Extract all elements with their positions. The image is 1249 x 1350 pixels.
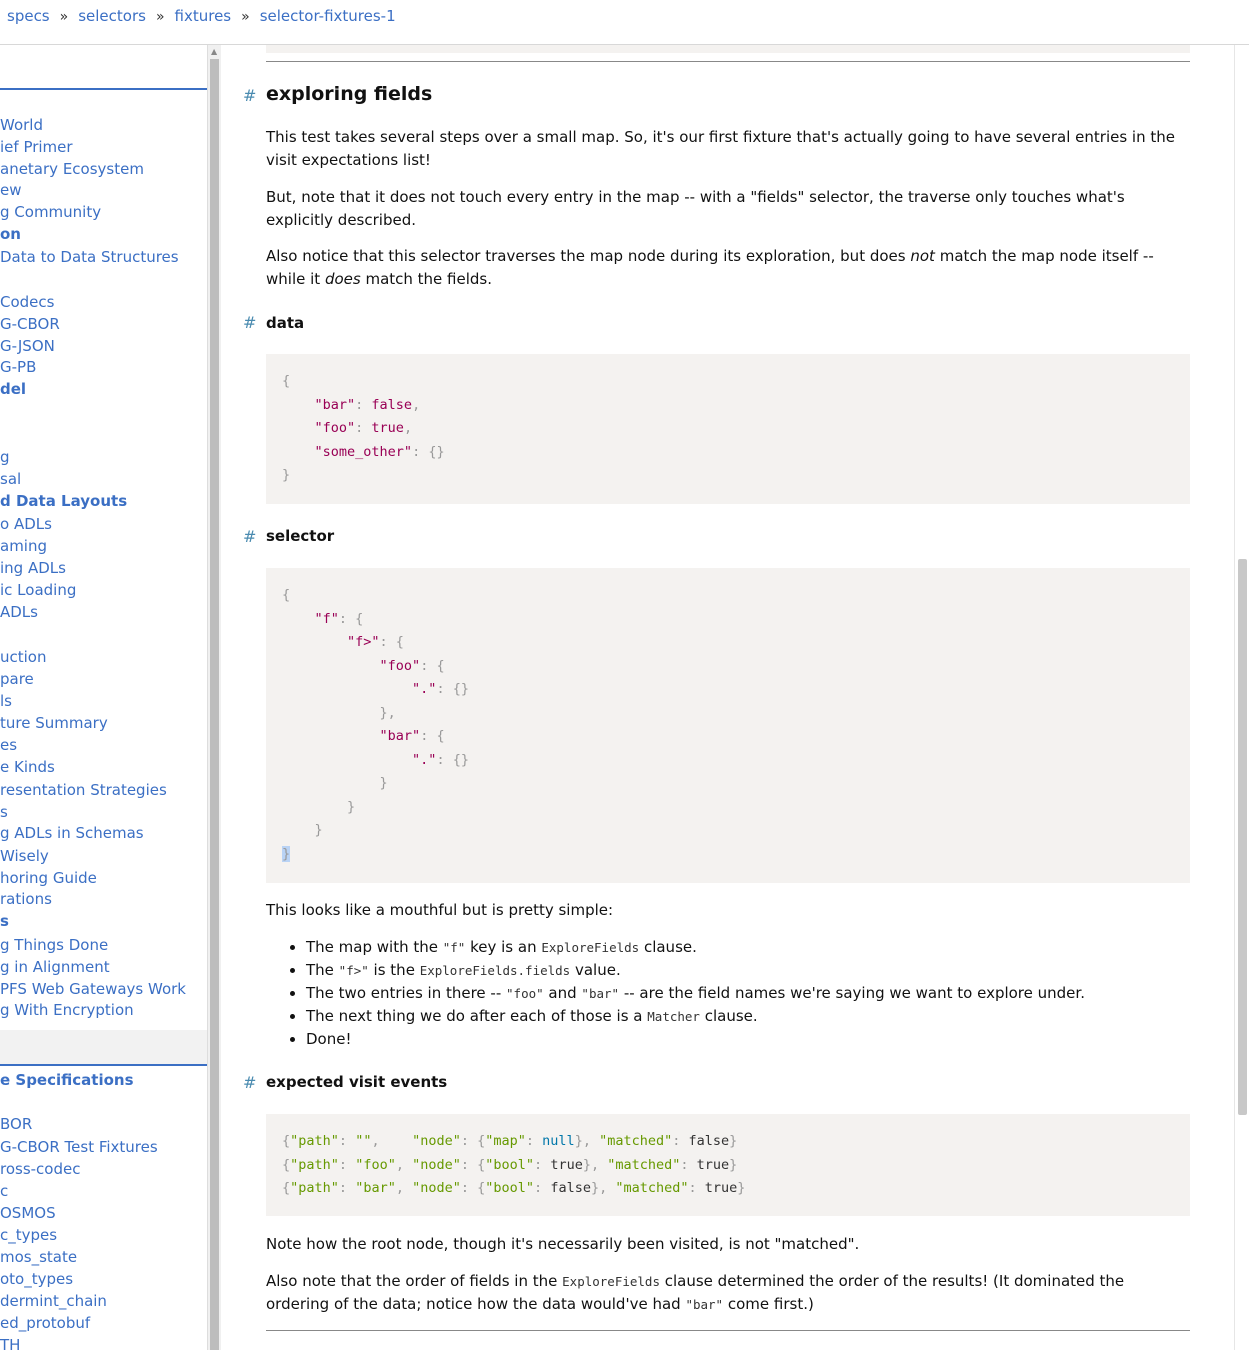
sidebar-item[interactable]: rations <box>0 890 52 908</box>
sidebar-item[interactable]: g With Encryption <box>0 1001 134 1019</box>
paragraph-note: But, note that it does not touch every entry in the map -- with a "fields" selector, the traverse only touches what's explicitly described. <box>266 188 1125 229</box>
sidebar-divider <box>0 88 207 90</box>
sidebar-item[interactable]: Data to Data Structures <box>0 248 179 266</box>
list-item: • Done! <box>306 1028 1186 1051</box>
divider <box>266 61 1190 62</box>
sidebar-item[interactable]: g ADLs in Schemas <box>0 824 144 842</box>
data-code-block: { "bar": false, "foo": true, "some_other": {} } <box>266 354 1190 504</box>
sidebar-nav <box>0 45 207 1350</box>
breadcrumb-selectors[interactable]: selectors <box>78 7 146 25</box>
sidebar-item[interactable]: ic Loading <box>0 581 77 599</box>
paragraph-note-order: Also note that the order of fields in the ExploreFields clause determined the order of the results! (It dominated the ordering of the data; notice how the data would've had "bar" come first.) <box>266 1272 1125 1313</box>
sidebar-item[interactable]: sal <box>0 470 22 488</box>
sidebar-item[interactable]: ture Summary <box>0 714 108 732</box>
sidebar-divider <box>0 1064 207 1066</box>
sidebar-item[interactable]: g in Alignment <box>0 958 110 976</box>
sidebar-item[interactable]: G-CBOR <box>0 315 60 333</box>
bullet-list <box>266 936 1186 1051</box>
sidebar-item[interactable]: es <box>0 736 18 754</box>
sidebar-item[interactable]: s <box>0 803 8 821</box>
sidebar-item[interactable]: del <box>0 380 27 398</box>
sidebar-item[interactable]: ed_protobuf <box>0 1314 91 1332</box>
code-block-tail <box>266 45 1190 53</box>
sidebar-item[interactable]: o ADLs <box>0 515 52 533</box>
sidebar-item[interactable]: BOR <box>0 1115 33 1133</box>
sidebar-item[interactable]: ross-codec <box>0 1160 81 1178</box>
sidebar-item[interactable]: ADLs <box>0 603 38 621</box>
sidebar-item[interactable]: TH <box>0 1336 21 1350</box>
paragraph-intro: This test takes several steps over a small map. So, it's our first fixture that's actually going to have several entries in the visit expectations list! <box>266 128 1175 169</box>
sidebar-item[interactable]: PFS Web Gateways Work <box>0 980 186 998</box>
breadcrumb-separator: » <box>241 9 250 25</box>
sidebar-item[interactable]: g Community <box>0 203 102 221</box>
breadcrumb <box>7 7 396 25</box>
paragraph-note-root: Note how the root node, though it's necessarily been visited, is not "matched". <box>266 1235 860 1253</box>
sidebar-item[interactable]: G-PB <box>0 358 37 376</box>
sidebar-item[interactable]: aming <box>0 537 47 555</box>
heading-anchor-link[interactable]: # <box>243 527 257 546</box>
page-scrollbar-thumb[interactable] <box>1238 559 1247 1115</box>
list-item: • The two entries in there -- "foo" and "bar" -- are the field names we're saying we want to explore under. <box>306 982 1186 1005</box>
sidebar-item[interactable]: mos_state <box>0 1248 78 1266</box>
sidebar-item[interactable]: c <box>0 1182 9 1200</box>
top-bar <box>0 0 1249 45</box>
list-item: • The "f>" is the ExploreFields.fields value. <box>306 959 1186 982</box>
divider <box>266 1330 1190 1331</box>
sidebar-item[interactable]: g <box>0 448 10 466</box>
breadcrumb-fixtures[interactable]: fixtures <box>174 7 232 25</box>
sidebar-item[interactable]: World <box>0 116 43 134</box>
breadcrumb-separator: » <box>59 9 69 25</box>
sidebar-scrollbar-thumb[interactable] <box>210 59 219 1350</box>
sidebar-item[interactable]: anetary Ecosystem <box>0 160 144 178</box>
sidebar-item[interactable]: pare <box>0 670 34 688</box>
heading-anchor-link[interactable]: # <box>243 1073 257 1092</box>
breadcrumb-specs[interactable]: specs <box>7 7 50 25</box>
sidebar-item[interactable]: Codecs <box>0 293 55 311</box>
events-code-block: {"path": "", "node": {"map": null}, "matched": false} {"path": "foo", "node": {"bool": true}, "matched": true} {"path": "bar", "node": {"bool": false}, "matched": true} <box>266 1114 1190 1216</box>
sidebar-item[interactable]: OSMOS <box>0 1204 56 1222</box>
sidebar-item[interactable]: Wisely <box>0 847 49 865</box>
breadcrumb-current[interactable]: selector-fixtures-1 <box>259 7 396 25</box>
heading-anchor-link[interactable]: # <box>243 86 257 105</box>
paragraph-explore: Also notice that this selector traverses the map node during its exploration, but does not match the map node itself -- while it does match the fields. <box>266 247 1154 288</box>
sidebar-scrollbar[interactable] <box>207 45 221 1350</box>
sidebar-item[interactable]: c_types <box>0 1226 58 1244</box>
section-title: exploring fields <box>266 83 433 105</box>
events-heading: expected visit events <box>266 1073 448 1091</box>
sidebar-item[interactable]: e Specifications <box>0 1071 134 1089</box>
sidebar-item[interactable]: G-CBOR Test Fixtures <box>0 1138 158 1156</box>
sidebar-item[interactable]: ls <box>0 692 12 710</box>
sidebar-item[interactable]: d Data Layouts <box>0 492 128 510</box>
breadcrumb-separator: » <box>155 9 165 25</box>
main-content <box>221 45 1233 1350</box>
sidebar-item[interactable]: ing ADLs <box>0 559 66 577</box>
sidebar-item[interactable]: dermint_chain <box>0 1292 107 1310</box>
sidebar-item[interactable]: oto_types <box>0 1270 74 1288</box>
sidebar-item[interactable]: uction <box>0 648 47 666</box>
list-item: • The map with the "f" key is an ExploreFields clause. <box>306 936 1186 959</box>
sidebar-item[interactable]: horing Guide <box>0 869 97 887</box>
sidebar-item[interactable]: s <box>0 912 9 930</box>
data-heading: data <box>266 314 305 332</box>
sidebar-item[interactable]: ief Primer <box>0 138 73 156</box>
list-item: • The next thing we do after each of those is a Matcher clause. <box>306 1005 1186 1028</box>
sidebar-item[interactable]: G-JSON <box>0 337 55 355</box>
sidebar-section-band <box>0 1030 207 1066</box>
selector-code-block: { "f": { "f>": { "foo": { ".": {} }, "bar": { ".": {} } } } } <box>266 568 1190 883</box>
sidebar-item[interactable]: e Kinds <box>0 758 55 776</box>
sidebar-item[interactable]: ew <box>0 181 22 199</box>
sidebar-item[interactable]: resentation Strategies <box>0 781 167 799</box>
scroll-up-arrow-icon[interactable]: ▲ <box>211 47 218 56</box>
sidebar-item[interactable]: g Things Done <box>0 936 109 954</box>
page-scrollbar[interactable] <box>1234 45 1249 1350</box>
heading-anchor-link[interactable]: # <box>243 313 257 332</box>
bullet-list-wrap <box>221 936 1221 1056</box>
selector-heading: selector <box>266 527 335 545</box>
sidebar-item[interactable]: on <box>0 225 21 243</box>
paragraph-summary: This looks like a mouthful but is pretty simple: <box>266 901 614 919</box>
